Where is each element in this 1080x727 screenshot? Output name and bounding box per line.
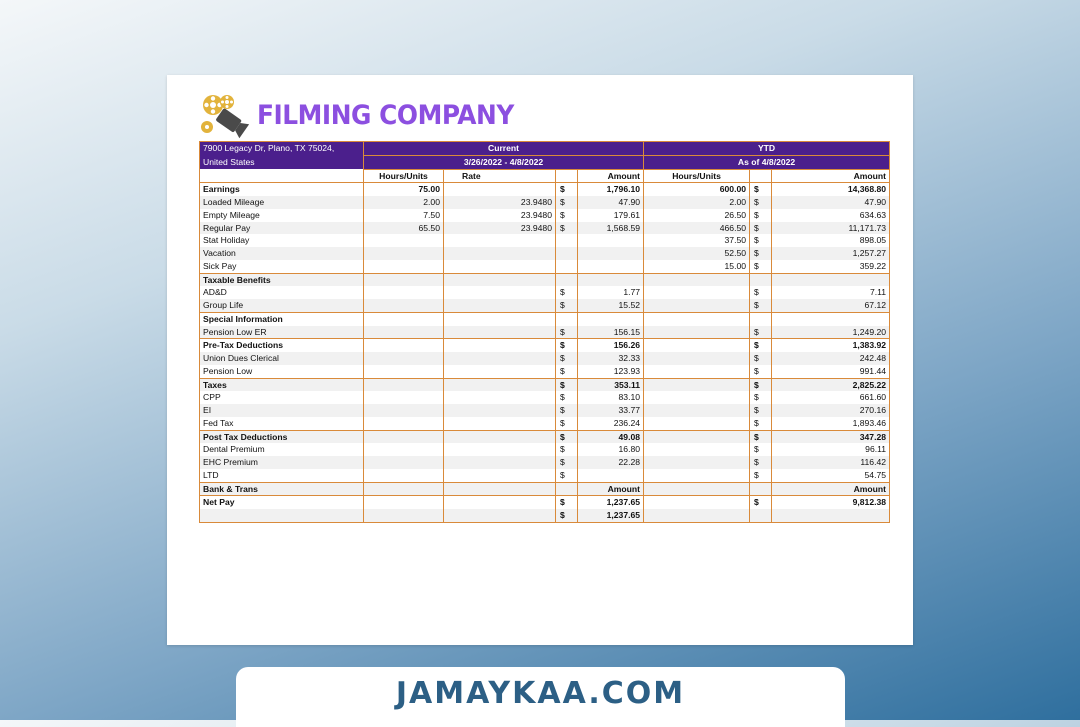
cell-label: Pension Low [200,365,364,378]
cell-amount [578,273,644,286]
cell-ytd-amount: 116.42 [772,456,890,469]
cell-ytd-dollar: $ [750,443,772,456]
cell-amount: 22.28 [578,456,644,469]
cell-dollar [556,260,578,273]
cell-hours [364,378,444,391]
earnings-statement-table [199,141,890,523]
cell-label: Group Life [200,299,364,312]
cell-ytd-dollar: $ [750,260,772,273]
cell-ytd-dollar: $ [750,496,772,509]
cell-ytd-amount: 47.90 [772,196,890,209]
cell-ytd-hours [644,496,750,509]
cell-dollar: $ [556,404,578,417]
cell-rate [444,352,556,365]
table-row [200,352,890,365]
cell-rate [444,234,556,247]
cell-amount: 15.52 [578,299,644,312]
cell-ytd-hours: 600.00 [644,183,750,196]
cell-label: Empty Mileage [200,209,364,222]
cell-hours: 2.00 [364,196,444,209]
col-amount: Amount [578,169,644,183]
cell-hours [364,482,444,496]
cell-amount: 47.90 [578,196,644,209]
cell-dollar: $ [556,417,578,430]
cell-amount [578,260,644,273]
company-address-line1: 7900 Legacy Dr, Plano, TX 75024, [200,142,364,156]
cell-ytd-dollar: $ [750,430,772,443]
cell-hours [364,234,444,247]
cell-ytd-hours [644,443,750,456]
cell-hours: 75.00 [364,183,444,196]
table-row [200,339,890,352]
cell-hours [364,365,444,378]
cell-rate [444,482,556,496]
cell-dollar: $ [556,365,578,378]
cell-dollar: $ [556,496,578,509]
table-row [200,247,890,260]
cell-ytd-hours: 466.50 [644,222,750,235]
cell-ytd-amount: 1,249.20 [772,326,890,339]
cell-rate [444,404,556,417]
cell-ytd-dollar: $ [750,326,772,339]
current-label: Current [364,142,644,156]
ytd-label: YTD [644,142,890,156]
cell-rate [444,299,556,312]
cell-ytd-amount: 270.16 [772,404,890,417]
cell-rate [444,365,556,378]
col-hours-units: Hours/Units [364,169,444,183]
cell-amount [578,469,644,482]
cell-ytd-hours [644,509,750,522]
table-row [200,443,890,456]
cell-dollar [556,273,578,286]
cell-ytd-amount: 54.75 [772,469,890,482]
cell-ytd-amount: 991.44 [772,365,890,378]
cell-ytd-amount: 347.28 [772,430,890,443]
cell-ytd-amount: 1,383.92 [772,339,890,352]
table-row [200,509,890,522]
cell-ytd-dollar: $ [750,286,772,299]
cell-dollar: $ [556,352,578,365]
cell-ytd-hours [644,299,750,312]
cell-ytd-hours [644,391,750,404]
cell-rate [444,509,556,522]
header-row-1 [200,142,890,156]
cell-ytd-amount: 14,368.80 [772,183,890,196]
cell-hours [364,260,444,273]
cell-rate [444,391,556,404]
cell-ytd-dollar: $ [750,391,772,404]
cell-dollar: $ [556,378,578,391]
cell-ytd-dollar: $ [750,456,772,469]
cell-dollar: $ [556,183,578,196]
cell-hours [364,417,444,430]
cell-ytd-dollar [750,273,772,286]
cell-ytd-hours [644,339,750,352]
cell-rate [444,456,556,469]
cell-ytd-amount: 242.48 [772,352,890,365]
cell-ytd-amount: 634.63 [772,209,890,222]
cell-ytd-hours [644,417,750,430]
cell-ytd-amount [772,273,890,286]
cell-ytd-amount: 11,171.73 [772,222,890,235]
cell-hours [364,326,444,339]
cell-ytd-hours [644,404,750,417]
cell-rate [444,378,556,391]
cell-amount: 83.10 [578,391,644,404]
cell-dollar [556,234,578,247]
cell-rate [444,326,556,339]
cell-ytd-dollar: $ [750,352,772,365]
cell-label: Union Dues Clerical [200,352,364,365]
cell-amount: 32.33 [578,352,644,365]
cell-amount: 1,568.59 [578,222,644,235]
cell-rate [444,469,556,482]
cell-ytd-hours: 2.00 [644,196,750,209]
cell-dollar [556,312,578,325]
table-row [200,469,890,482]
cell-ytd-hours [644,326,750,339]
cell-ytd-hours: 52.50 [644,247,750,260]
cell-ytd-dollar: $ [750,222,772,235]
cell-ytd-hours [644,286,750,299]
cell-label: Taxes [200,378,364,391]
cell-label: Net Pay [200,496,364,509]
company-address-line2: United States [200,155,364,169]
cell-label: Sick Pay [200,260,364,273]
cell-rate [444,247,556,260]
cell-ytd-hours [644,312,750,325]
cell-ytd-amount: 1,257.27 [772,247,890,260]
cell-label: Bank & Trans [200,482,364,496]
cell-hours [364,273,444,286]
col-rate: Rate [444,169,556,183]
cell-label: Stat Holiday [200,234,364,247]
cell-amount: 33.77 [578,404,644,417]
cell-ytd-amount [772,312,890,325]
cell-hours: 65.50 [364,222,444,235]
cell-hours [364,247,444,260]
table-row [200,496,890,509]
cell-ytd-amount: 359.22 [772,260,890,273]
cell-ytd-dollar: $ [750,365,772,378]
cell-hours [364,339,444,352]
current-period: 3/26/2022 - 4/8/2022 [364,155,644,169]
company-name: FILMING COMPANY [257,99,514,131]
col-ytd-amount: Amount [772,169,890,183]
cell-ytd-dollar: $ [750,417,772,430]
cell-ytd-amount: 1,893.46 [772,417,890,430]
cell-dollar: $ [556,286,578,299]
cell-amount: 1,237.65 [578,509,644,522]
cell-ytd-dollar: $ [750,404,772,417]
cell-hours [364,430,444,443]
cell-amount: 1,237.65 [578,496,644,509]
cell-rate: 23.9480 [444,196,556,209]
table-row [200,391,890,404]
cell-rate [444,339,556,352]
cell-rate [444,430,556,443]
table-row [200,456,890,469]
cell-rate [444,286,556,299]
cell-rate [444,312,556,325]
cell-amount: 1,796.10 [578,183,644,196]
cell-label: AD&D [200,286,364,299]
header-row-2 [200,155,890,169]
cell-ytd-dollar: $ [750,469,772,482]
cell-hours: 7.50 [364,209,444,222]
cell-hours [364,391,444,404]
cell-amount [578,234,644,247]
cell-ytd-dollar: $ [750,196,772,209]
cell-ytd-amount: Amount [772,482,890,496]
cell-hours [364,509,444,522]
cell-ytd-amount: 9,812.38 [772,496,890,509]
pay-stub-document [167,75,913,645]
cell-label: LTD [200,469,364,482]
cell-dollar: $ [556,456,578,469]
table-row [200,378,890,391]
cell-label [200,509,364,522]
cell-ytd-amount: 7.11 [772,286,890,299]
cell-ytd-dollar [750,509,772,522]
table-row [200,234,890,247]
cell-amount [578,312,644,325]
ytd-period: As of 4/8/2022 [644,155,890,169]
cell-ytd-hours: 26.50 [644,209,750,222]
column-header-row [200,169,890,183]
cell-amount: 179.61 [578,209,644,222]
cell-ytd-hours: 15.00 [644,260,750,273]
col-ytd-hours-units: Hours/Units [644,169,750,183]
cell-amount: Amount [578,482,644,496]
cell-hours [364,286,444,299]
statement-rows [200,183,890,523]
cell-ytd-hours [644,469,750,482]
cell-dollar: $ [556,196,578,209]
cell-amount: 353.11 [578,378,644,391]
cell-ytd-dollar [750,312,772,325]
cell-ytd-dollar: $ [750,209,772,222]
table-row [200,299,890,312]
cell-dollar: $ [556,509,578,522]
cell-hours [364,352,444,365]
cell-amount: 16.80 [578,443,644,456]
cell-ytd-hours [644,482,750,496]
cell-ytd-hours [644,378,750,391]
table-row [200,286,890,299]
cell-rate [444,273,556,286]
table-row [200,273,890,286]
cell-dollar: $ [556,326,578,339]
cell-dollar: $ [556,430,578,443]
cell-ytd-dollar: $ [750,247,772,260]
cell-rate [444,260,556,273]
cell-label: Pension Low ER [200,326,364,339]
cell-label: EHC Premium [200,456,364,469]
cell-ytd-dollar: $ [750,299,772,312]
cell-dollar [556,247,578,260]
cell-label: Pre-Tax Deductions [200,339,364,352]
cell-label: EI [200,404,364,417]
cell-ytd-hours [644,456,750,469]
cell-dollar: $ [556,209,578,222]
table-row [200,326,890,339]
cell-label: Loaded Mileage [200,196,364,209]
cell-label: Vacation [200,247,364,260]
table-row [200,209,890,222]
cell-ytd-amount: 2,825.22 [772,378,890,391]
cell-ytd-hours [644,365,750,378]
table-row [200,222,890,235]
cell-amount: 156.26 [578,339,644,352]
table-row [200,417,890,430]
cell-rate [444,417,556,430]
cell-dollar: $ [556,391,578,404]
table-row [200,430,890,443]
table-row [200,365,890,378]
cell-hours [364,312,444,325]
cell-amount: 123.93 [578,365,644,378]
cell-label: CPP [200,391,364,404]
cell-hours [364,299,444,312]
cell-amount: 1.77 [578,286,644,299]
table-row [200,404,890,417]
cell-rate: 23.9480 [444,209,556,222]
cell-hours [364,456,444,469]
cell-ytd-dollar: $ [750,378,772,391]
cell-ytd-dollar: $ [750,183,772,196]
cell-ytd-hours [644,273,750,286]
cell-dollar: $ [556,222,578,235]
cell-amount: 156.15 [578,326,644,339]
cell-rate [444,496,556,509]
cell-label: Dental Premium [200,443,364,456]
cell-ytd-amount: 67.12 [772,299,890,312]
table-row [200,260,890,273]
cell-ytd-amount [772,509,890,522]
cell-dollar [556,482,578,496]
cell-dollar: $ [556,469,578,482]
cell-dollar: $ [556,339,578,352]
cell-amount: 236.24 [578,417,644,430]
cell-label: Regular Pay [200,222,364,235]
cell-ytd-amount: 661.60 [772,391,890,404]
cell-hours [364,469,444,482]
cell-hours [364,443,444,456]
cell-rate [444,183,556,196]
cell-ytd-dollar [750,482,772,496]
cell-ytd-dollar: $ [750,234,772,247]
company-logo [197,91,536,139]
cell-ytd-hours [644,430,750,443]
footer-banner [236,667,845,727]
table-row [200,312,890,325]
site-name: JAMAYKAA.COM [395,676,686,711]
cell-label: Post Tax Deductions [200,430,364,443]
table-row [200,196,890,209]
cell-label: Special Information [200,312,364,325]
cell-amount [578,247,644,260]
cell-hours [364,404,444,417]
cell-dollar: $ [556,299,578,312]
cell-ytd-hours: 37.50 [644,234,750,247]
cell-ytd-hours [644,352,750,365]
cell-rate [444,443,556,456]
table-row [200,183,890,196]
cell-ytd-dollar: $ [750,339,772,352]
table-row [200,482,890,496]
cell-ytd-amount: 898.05 [772,234,890,247]
cell-ytd-amount: 96.11 [772,443,890,456]
cell-hours [364,496,444,509]
cell-dollar: $ [556,443,578,456]
cell-label: Earnings [200,183,364,196]
cell-label: Fed Tax [200,417,364,430]
film-camera-icon [197,91,253,139]
cell-label: Taxable Benefits [200,273,364,286]
cell-rate: 23.9480 [444,222,556,235]
cell-amount: 49.08 [578,430,644,443]
